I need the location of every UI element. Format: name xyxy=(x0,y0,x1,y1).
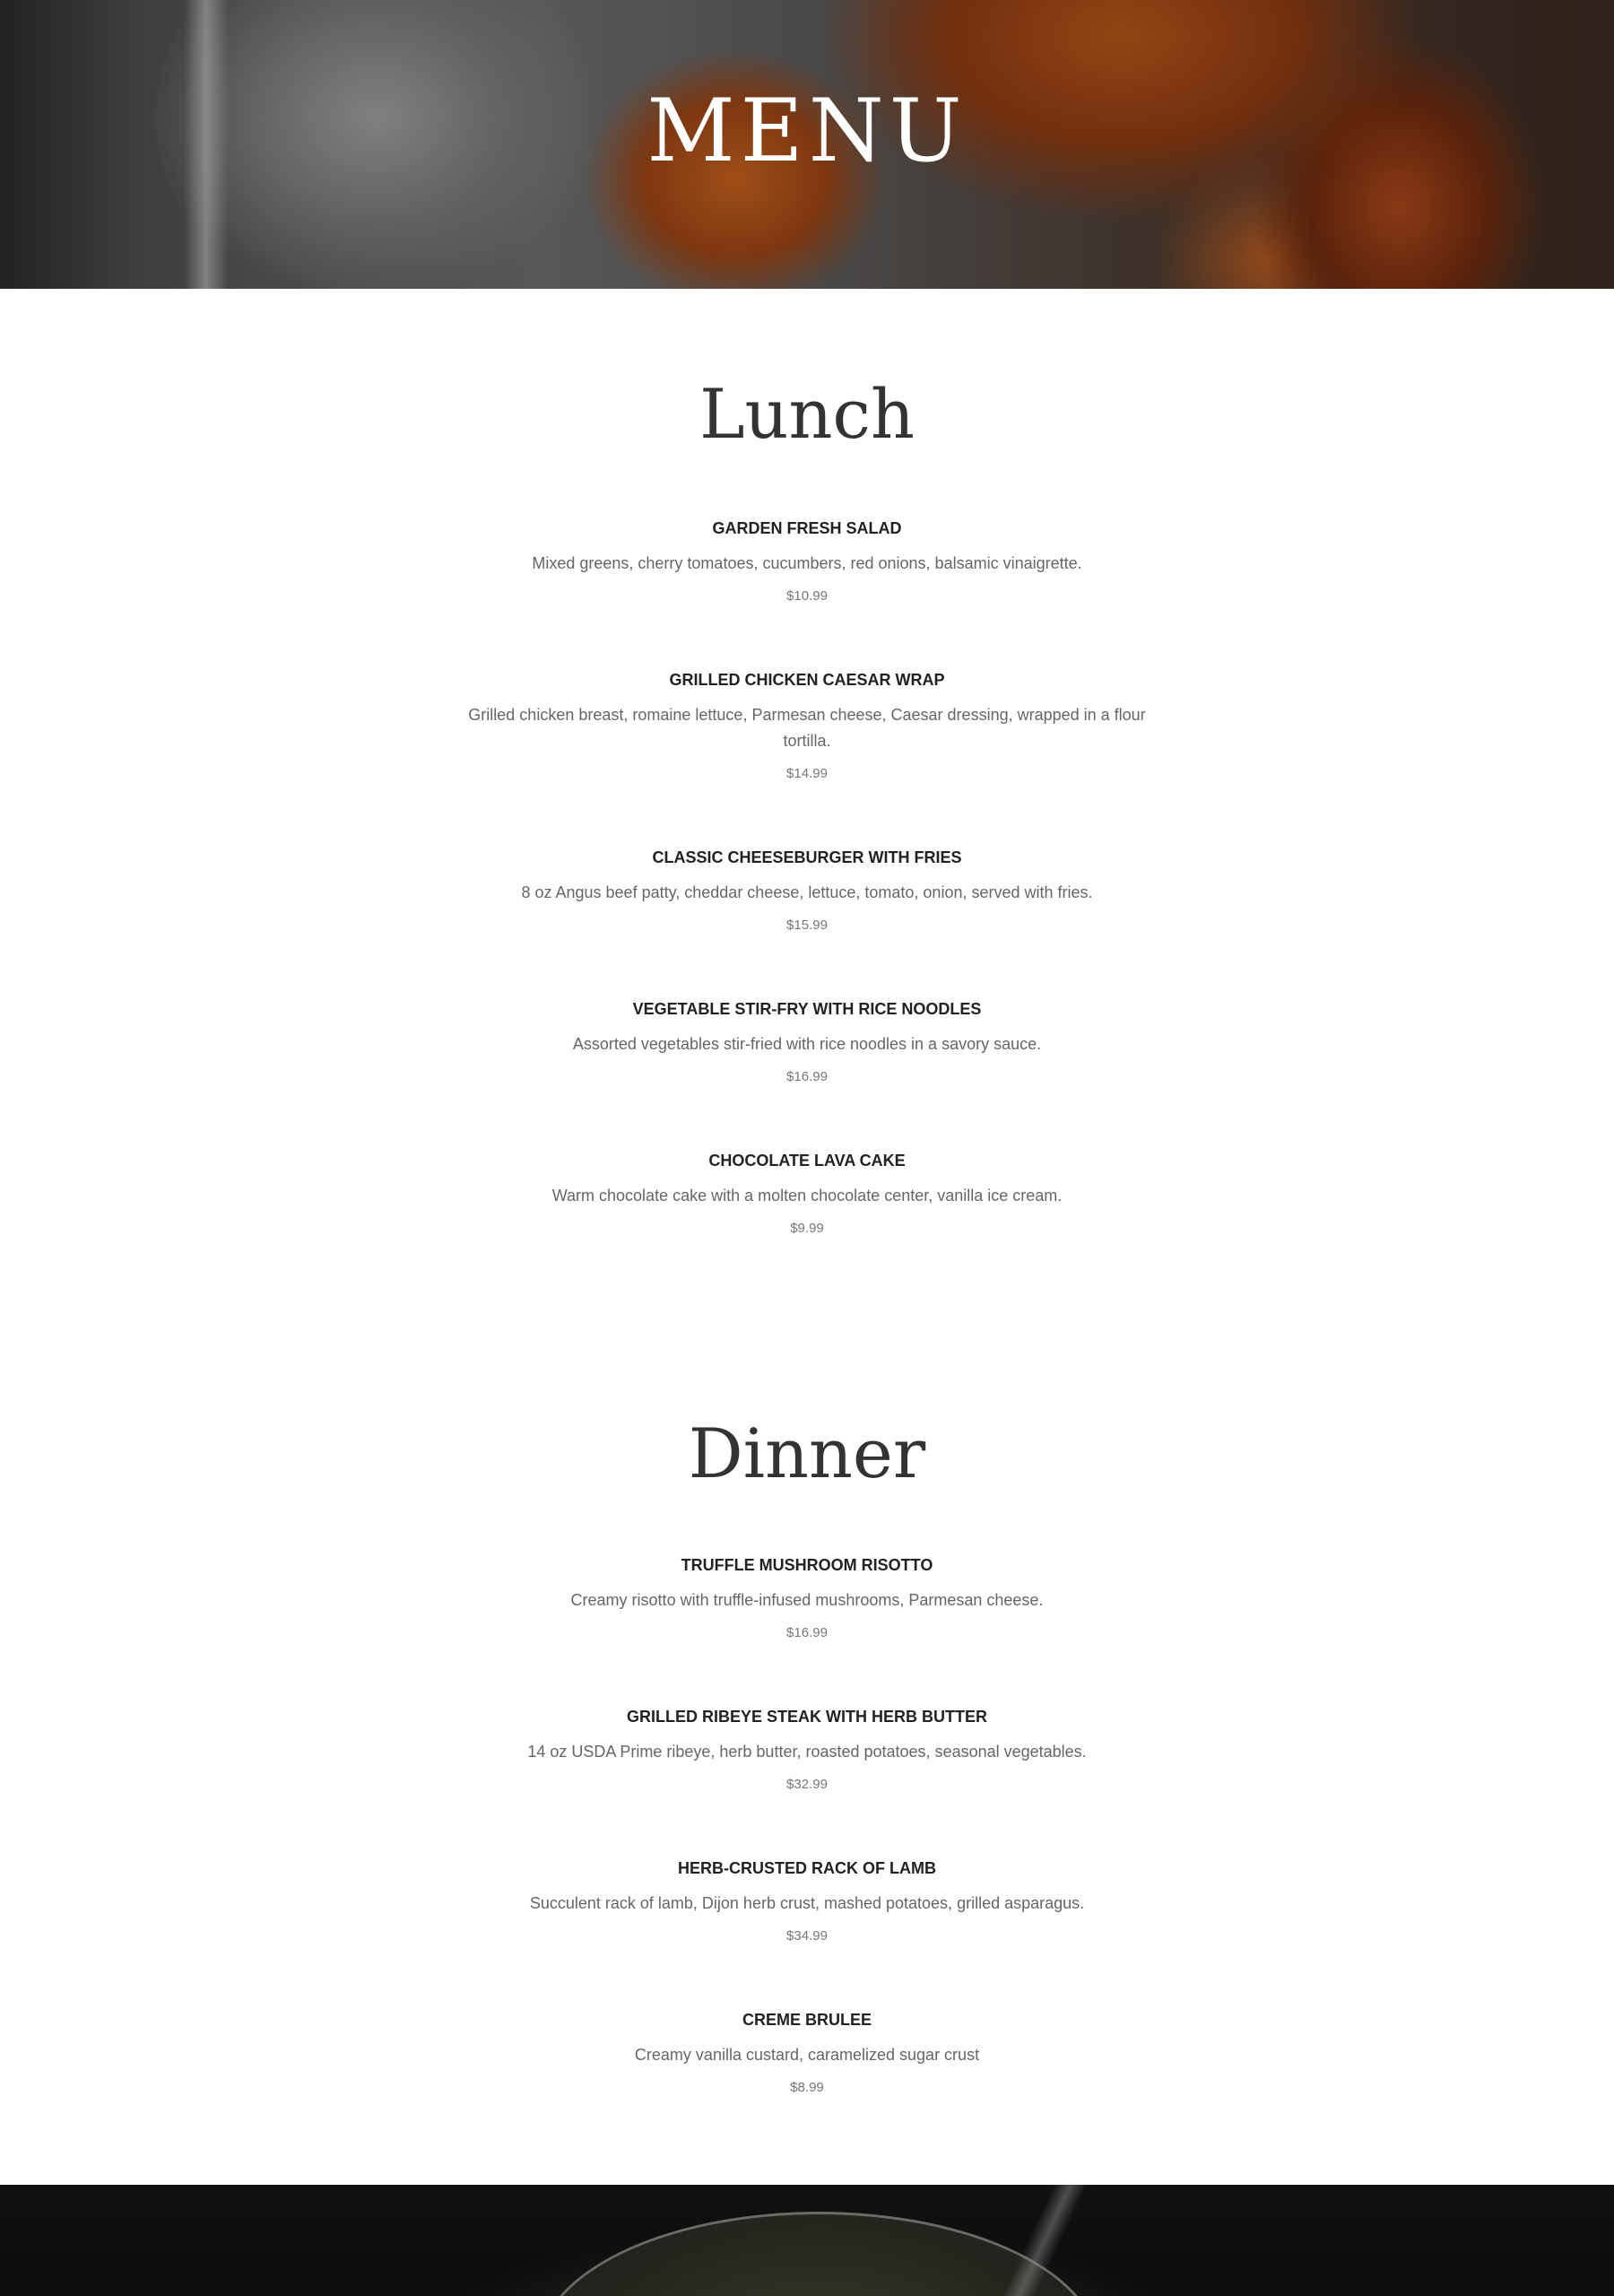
item-name: CREME BRULEE xyxy=(742,2011,872,2029)
item-price: $34.99 xyxy=(786,1928,828,1944)
menu-item xyxy=(404,1151,1210,1238)
page-title: MENU xyxy=(646,81,968,181)
menu-item xyxy=(404,1858,1210,1945)
menu-item xyxy=(404,518,1210,605)
item-description: Mixed greens, cherry tomatoes, cucumbers, red onions, balsamic vinaigrette. xyxy=(532,554,1082,572)
item-price: $8.99 xyxy=(790,2080,824,2095)
item-name: GARDEN FRESH SALAD xyxy=(712,519,902,537)
item-description: 8 oz Angus beef patty, cheddar cheese, lettuce, tomato, onion, served with fries. xyxy=(521,883,1093,901)
hero-banner xyxy=(0,0,1614,289)
item-name: CLASSIC CHEESEBURGER WITH FRIES xyxy=(652,848,962,866)
item-price: $16.99 xyxy=(786,1069,828,1084)
item-name: HERB-CRUSTED RACK OF LAMB xyxy=(678,1859,936,1877)
item-name: CHOCOLATE LAVA CAKE xyxy=(708,1152,906,1170)
item-description: Grilled chicken breast, romaine lettuce, Parmesan cheese, Caesar dressing, wrapped in a flour tortilla. xyxy=(468,706,1146,750)
item-description: Creamy vanilla custard, caramelized sugar crust xyxy=(634,2046,980,2064)
item-name: GRILLED RIBEYE STEAK WITH HERB BUTTER xyxy=(626,1708,987,1726)
menu-item xyxy=(404,848,1210,935)
menu-item xyxy=(404,999,1210,1086)
item-description: Succulent rack of lamb, Dijon herb crust, mashed potatoes, grilled asparagus. xyxy=(529,1894,1085,1912)
item-price: $15.99 xyxy=(786,918,828,933)
item-price: $9.99 xyxy=(790,1221,824,1236)
item-name: VEGETABLE STIR-FRY WITH RICE NOODLES xyxy=(632,1000,982,1018)
item-price: $16.99 xyxy=(786,1625,828,1640)
lunch-section xyxy=(0,289,1614,1367)
item-description: Warm chocolate cake with a molten chocolate center, vanilla ice cream. xyxy=(551,1187,1063,1205)
item-name: GRILLED CHICKEN CAESAR WRAP xyxy=(669,671,945,689)
menu-item xyxy=(404,1707,1210,1794)
item-description: Assorted vegetables stir-fried with rice noodles in a savory sauce. xyxy=(572,1035,1042,1053)
section-title-lunch: Lunch xyxy=(699,374,915,454)
menu-item xyxy=(404,1555,1210,1642)
item-name: TRUFFLE MUSHROOM RISOTTO xyxy=(681,1556,933,1574)
item-description: Creamy risotto with truffle-infused mushrooms, Parmesan cheese. xyxy=(570,1591,1044,1609)
item-price: $10.99 xyxy=(786,588,828,604)
item-description: 14 oz USDA Prime ribeye, herb butter, roasted potatoes, seasonal vegetables. xyxy=(527,1743,1087,1761)
menu-item xyxy=(457,670,1157,783)
dinner-section xyxy=(0,1367,1614,2185)
item-price: $14.99 xyxy=(786,766,828,781)
section-title-dinner: Dinner xyxy=(688,1413,926,1493)
item-price: $32.99 xyxy=(786,1777,828,1792)
menu-item xyxy=(404,2010,1210,2097)
footer-image-banner xyxy=(0,2185,1614,2296)
